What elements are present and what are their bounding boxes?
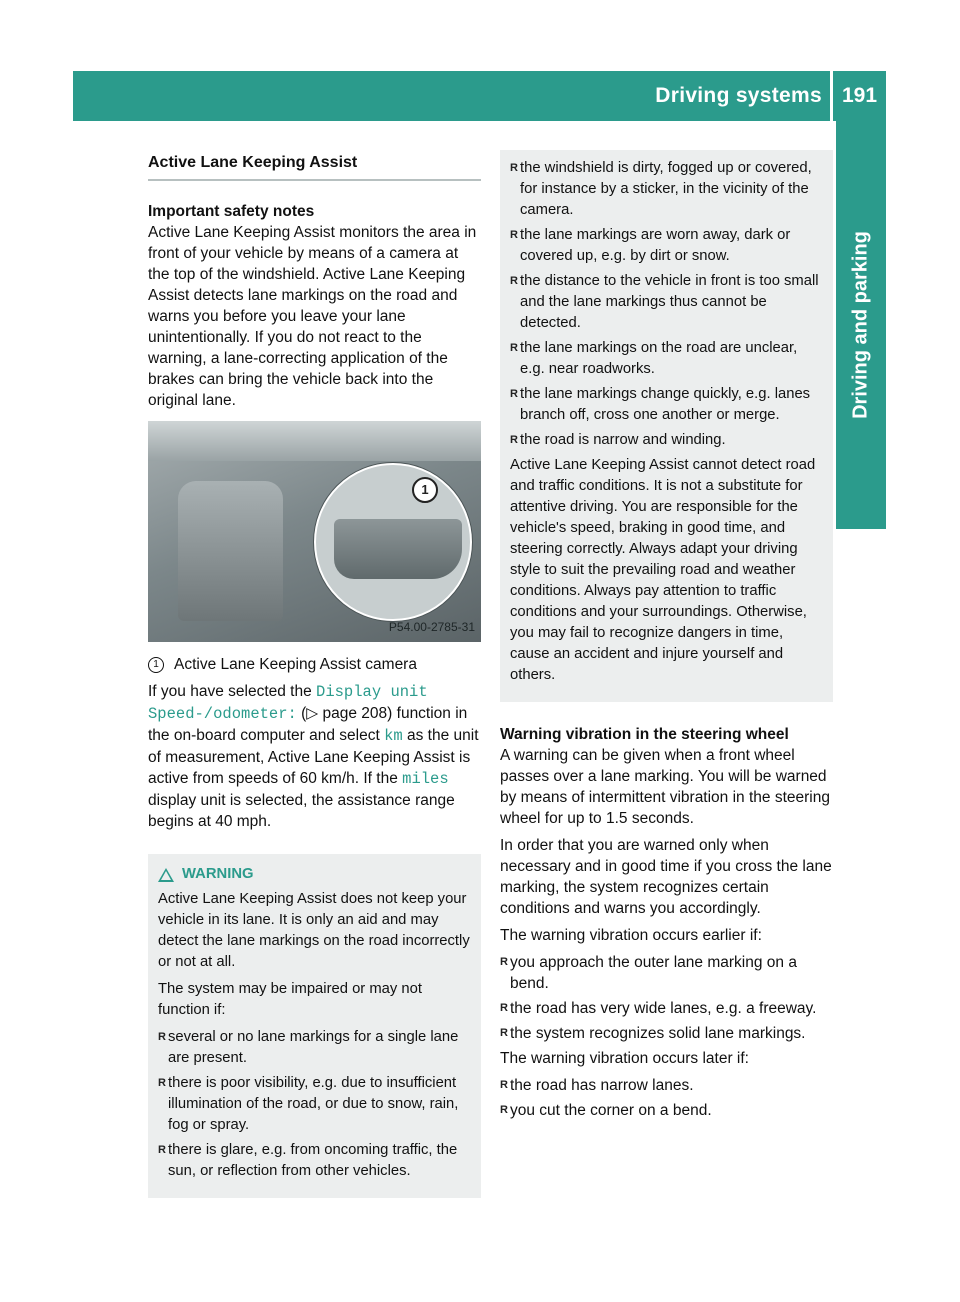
menu-term-display-unit: Display unit Speed-/odometer: — [148, 683, 428, 723]
list-item: R the road has narrow lanes. — [500, 1075, 833, 1096]
body-paragraph: In order that you are warned only when necessary and in good time if you cross the lane marking, the system recognizes certain conditions and warns you accordingly. — [500, 837, 832, 917]
warning-box-continued — [500, 150, 833, 702]
list-item: R the road is narrow and winding. — [510, 430, 825, 451]
camera-housing-shape — [334, 519, 462, 579]
camera-illustration — [148, 421, 481, 642]
seat-shape — [178, 481, 283, 621]
list-item: R there is poor visibility, e.g. due to insufficient illumination of the road, or due to snow, rain, fog or spray. — [158, 1073, 471, 1136]
list-item: R the lane markings are worn away, dark or covered up, e.g. by dirt or snow. — [510, 225, 825, 267]
text-run: (▷ page 208) function in the on-board computer and select — [148, 705, 468, 744]
subsection-heading: Important safety notes — [148, 203, 315, 220]
intro-paragraph: Active Lane Keeping Assist monitors the area in front of your vehicle by means of a camera at the top of the windshield. Active Lane Keeping Assist detects lane markings on the road and warns you before you leave your lane unintentionally. If you do not react to the warning, a lane-correcting application of the brakes can bring the vehicle back into the original lane. — [148, 224, 477, 409]
chapter-side-label — [836, 121, 886, 529]
figure-legend — [148, 654, 481, 675]
body-paragraph: The warning vibration occurs later if: — [500, 1050, 749, 1067]
list-item: R the road has very wide lanes, e.g. a freeway. — [500, 998, 833, 1019]
warning-header — [158, 864, 471, 885]
figure-code: P54.00-2785-31 — [388, 620, 475, 634]
left-column — [148, 152, 481, 1198]
list-item: R the distance to the vehicle in front is too small and the lane markings thus cannot be detected. — [510, 271, 825, 334]
page-section-title: Driving systems — [655, 84, 822, 107]
impairment-list — [510, 158, 825, 451]
chapter-side-marker — [836, 479, 886, 529]
body-paragraph: The warning vibration occurs earlier if: — [500, 927, 762, 944]
warning-triangle-icon — [158, 868, 174, 882]
display-unit-paragraph — [148, 681, 481, 832]
list-item: R you approach the outer lane marking on a bend. — [500, 952, 833, 994]
callout-number-icon: 1 — [148, 657, 164, 673]
text-run: If you have selected the — [148, 683, 317, 700]
text-run: display unit is selected, the assistance range begins at 40 mph. — [148, 792, 455, 830]
text-run: as the unit of measurement, Active Lane Keeping Assist is active from speeds of 60 km/h. If the — [148, 727, 479, 787]
page-number: 191 — [842, 84, 878, 107]
list-item: R the lane markings on the road are unclear, e.g. near roadworks. — [510, 338, 825, 380]
right-column — [500, 150, 833, 1125]
list-item: R there is glare, e.g. from oncoming traffic, the sun, or reflection from other vehicles. — [158, 1140, 471, 1182]
warning-list — [158, 1027, 471, 1182]
subsection-heading: Warning vibration in the steering wheel — [500, 726, 789, 743]
later-list — [500, 1075, 833, 1121]
menu-term-miles: miles — [402, 770, 449, 788]
list-item: R you cut the corner on a bend. — [500, 1100, 833, 1121]
list-item: R several or no lane markings for a single lane are present. — [158, 1027, 471, 1069]
warning-paragraph: Active Lane Keeping Assist does not keep your vehicle in its lane. It is only an aid and may detect the lane markings on the road incorrectly or not at all. — [158, 891, 470, 970]
list-item: R the system recognizes solid lane markings. — [500, 1023, 833, 1044]
section-heading: Active Lane Keeping Assist — [148, 152, 481, 181]
warning-title: WARNING — [182, 866, 254, 882]
list-item: R the lane markings change quickly, e.g. lanes branch off, cross one another or merge. — [510, 384, 825, 426]
body-paragraph: A warning can be given when a front wheel passes over a lane marking. You will be warned by means of intermittent vibration in the steering wheel for up to 1.5 seconds. — [500, 747, 830, 827]
warning-paragraph: Active Lane Keeping Assist cannot detect road and traffic conditions. It is not a substitute for attentive driving. You are responsible for the vehicle's speed, braking in good time, and steering correctly. Always adapt your driving style to suit the prevailing road and weather conditions. Always pay attention to traffic conditions and your surroundings. Otherwise, you may fail to recognize dangers in time, cause an accident and injure yourself and others. — [510, 457, 816, 683]
header-separator — [830, 71, 833, 121]
list-item: R the windshield is dirty, fogged up or covered, for instance by a sticker, in the vicinity of the camera. — [510, 158, 825, 221]
windshield-shape — [148, 421, 481, 461]
earlier-list — [500, 952, 833, 1044]
menu-term-km: km — [384, 727, 403, 745]
legend-text: Active Lane Keeping Assist camera — [174, 656, 417, 673]
figure-callout-1: 1 — [412, 477, 438, 503]
warning-box — [148, 854, 481, 1198]
warning-paragraph: The system may be impaired or may not function if: — [158, 981, 422, 1018]
chapter-side-label-text: Driving and parking — [849, 231, 872, 419]
